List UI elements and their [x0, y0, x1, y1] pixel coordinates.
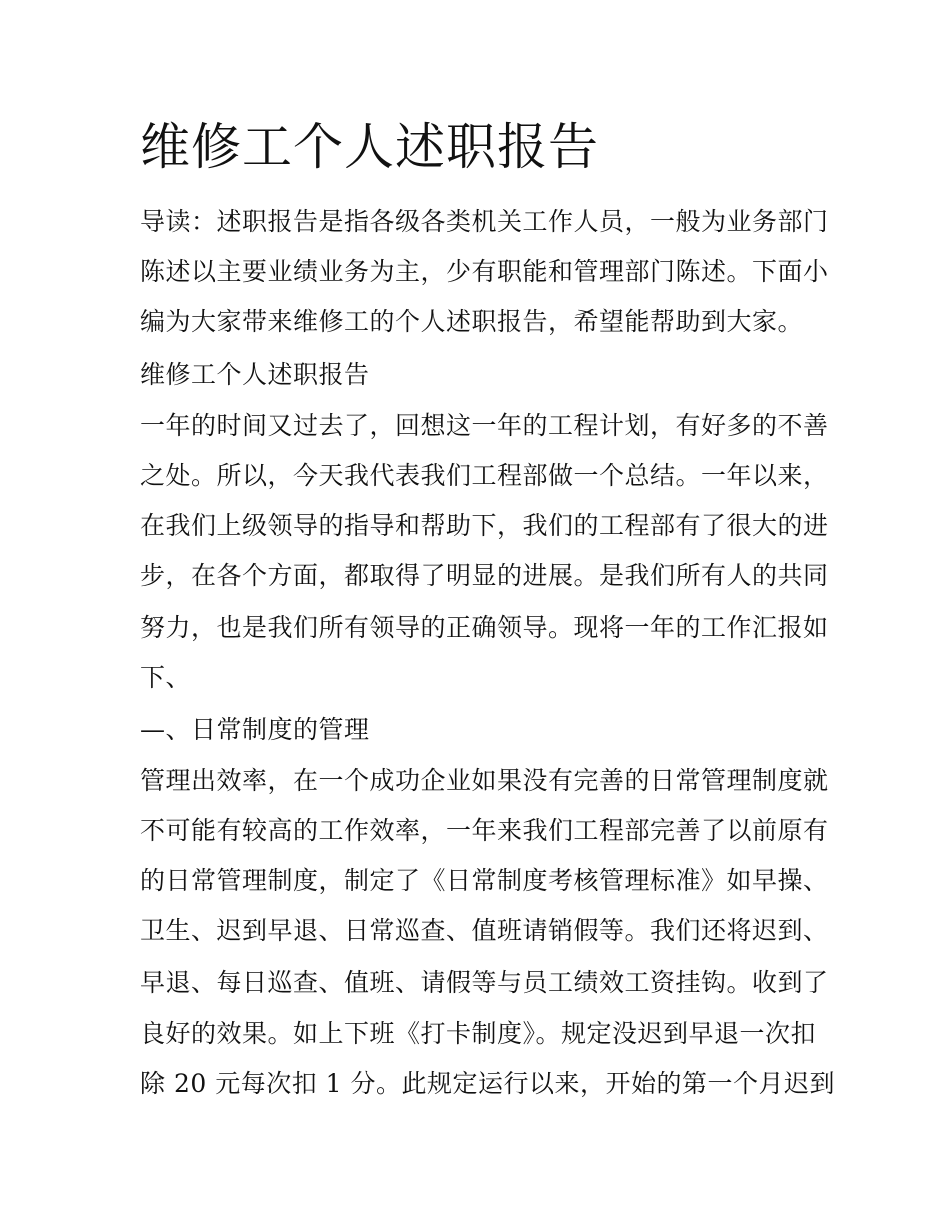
intro-line-2: 陈述以主要业绩业务为主，少有职能和管理部门陈述。下面小: [140, 257, 829, 286]
document-title: 维修工个人述职报告: [140, 118, 599, 176]
body-line-1: 一年的时间又过去了，回想这一年的工程计划，有好多的不善: [140, 411, 829, 440]
body-line-5: 努力，也是我们所有领导的正确领导。现将一年的工作汇报如: [140, 613, 829, 642]
section-line-7: 除 20 元每次扣 1 分。此规定运行以来，开始的第一个月迟到: [140, 1069, 836, 1098]
subtitle-line: 维修工个人述职报告: [140, 360, 370, 389]
section-line-4: 卫生、迟到早退、日常巡查、值班请销假等。我们还将迟到、: [140, 916, 829, 945]
section-heading: —、日常制度的管理: [140, 715, 370, 744]
intro-line-1: 导读：述职报告是指各级各类机关工作人员，一般为业务部门: [140, 207, 829, 236]
intro-line-3: 编为大家带来维修工的个人述职报告，希望能帮助到大家。: [140, 307, 804, 336]
section-line-6: 良好的效果。如上下班《打卡制度》。规定没迟到早退一次扣: [140, 1019, 817, 1048]
section-line-5: 早退、每日巡查、值班、请假等与员工绩效工资挂钩。收到了: [140, 968, 829, 997]
section-line-1: 管理出效率，在一个成功企业如果没有完善的日常管理制度就: [140, 766, 829, 795]
section-line-2: 不可能有较高的工作效率，一年来我们工程部完善了以前原有: [140, 816, 829, 845]
body-line-4: 步，在各个方面，都取得了明显的进展。是我们所有人的共同: [140, 561, 829, 590]
body-line-2: 之处。所以，今天我代表我们工程部做一个总结。一年以来，: [140, 461, 829, 490]
body-line-3: 在我们上级领导的指导和帮助下，我们的工程部有了很大的进: [140, 511, 829, 540]
section-line-3: 的日常管理制度，制定了《日常制度考核管理标准》如早操、: [140, 866, 829, 895]
body-line-6: 下、: [140, 663, 192, 692]
